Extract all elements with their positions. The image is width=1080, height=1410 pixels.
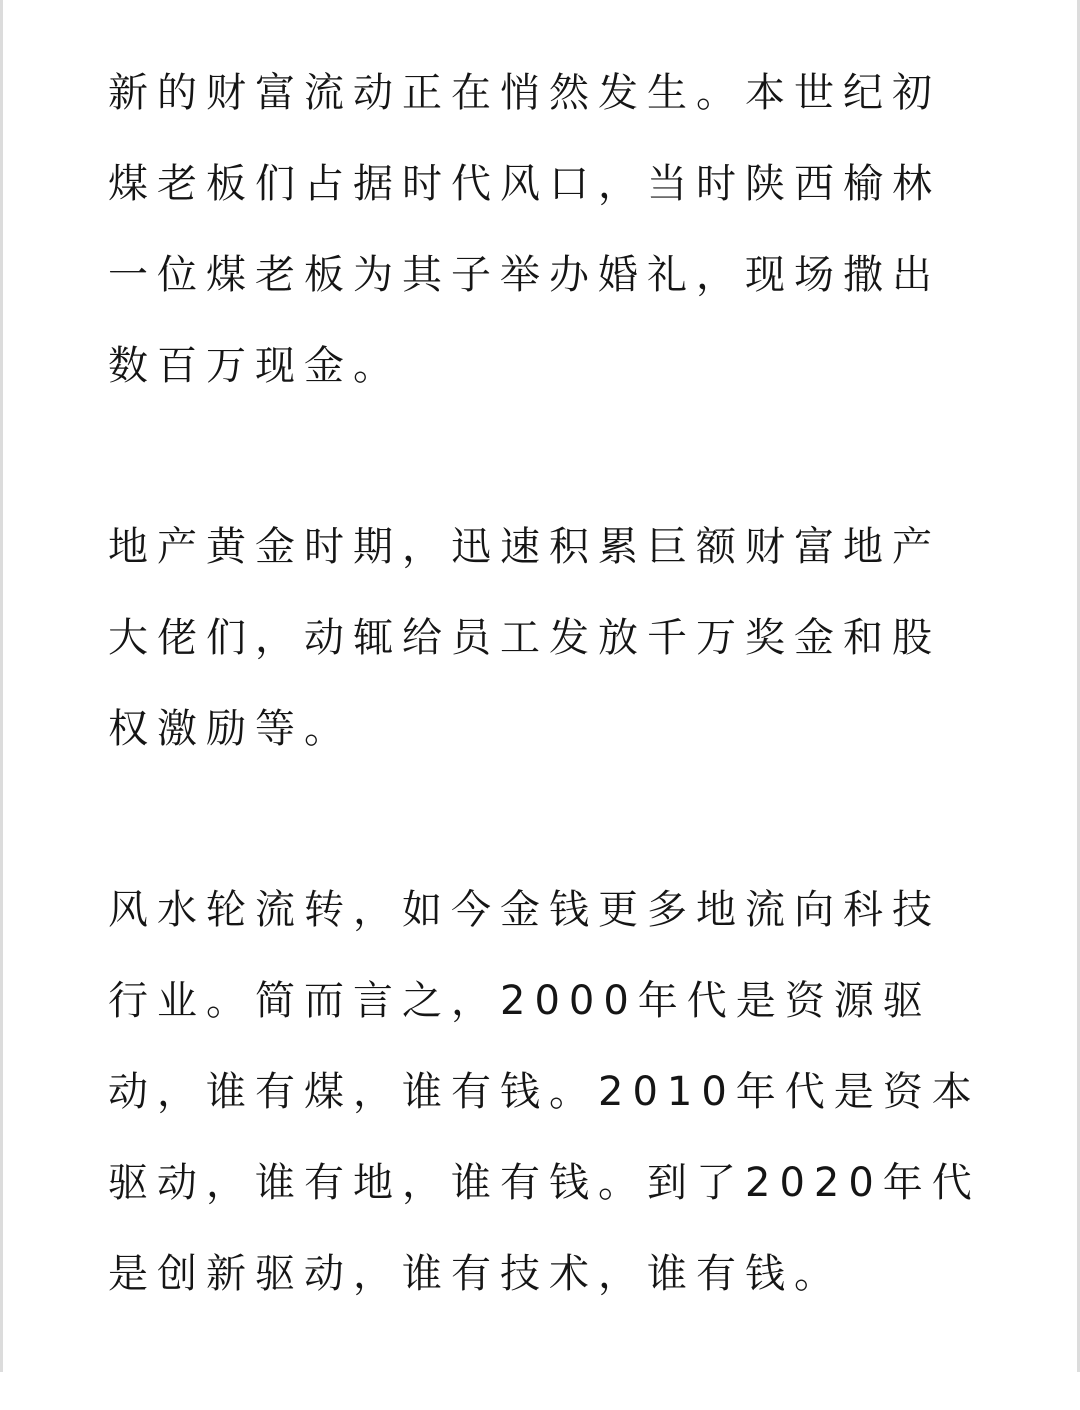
text-line: 驱动，谁有地，谁有钱。到了2020年代 [108,1160,981,1206]
text-line: 风水轮流转，如今金钱更多地流向科技 [108,887,941,933]
text-line: 大佬们，动辄给员工发放千万奖金和股 [108,615,941,661]
article-body [108,48,981,1410]
paragraph-1 [108,48,972,412]
text-line: 权激励等。 [108,706,353,752]
text-line: 是创新驱动，谁有技术，谁有钱。 [108,1251,843,1297]
text-line: 新的财富流动正在悄然发生。本世纪初 [108,70,941,116]
paragraph-3 [108,865,981,1320]
text-line: 一位煤老板为其子举办婚礼，现场撒出 [108,252,941,298]
text-line: 动，谁有煤，谁有钱。2010年代是资本 [108,1069,981,1115]
text-line: 数百万现金。 [108,343,402,389]
text-line: 煤老板们占据时代风口，当时陕西榆林 [108,161,941,207]
text-line: 地产黄金时期，迅速积累巨额财富地产 [108,524,941,570]
text-line: 行业。简而言之，2000年代是资源驱 [108,978,932,1024]
left-page-edge [0,0,3,1372]
paragraph-2 [108,502,972,775]
